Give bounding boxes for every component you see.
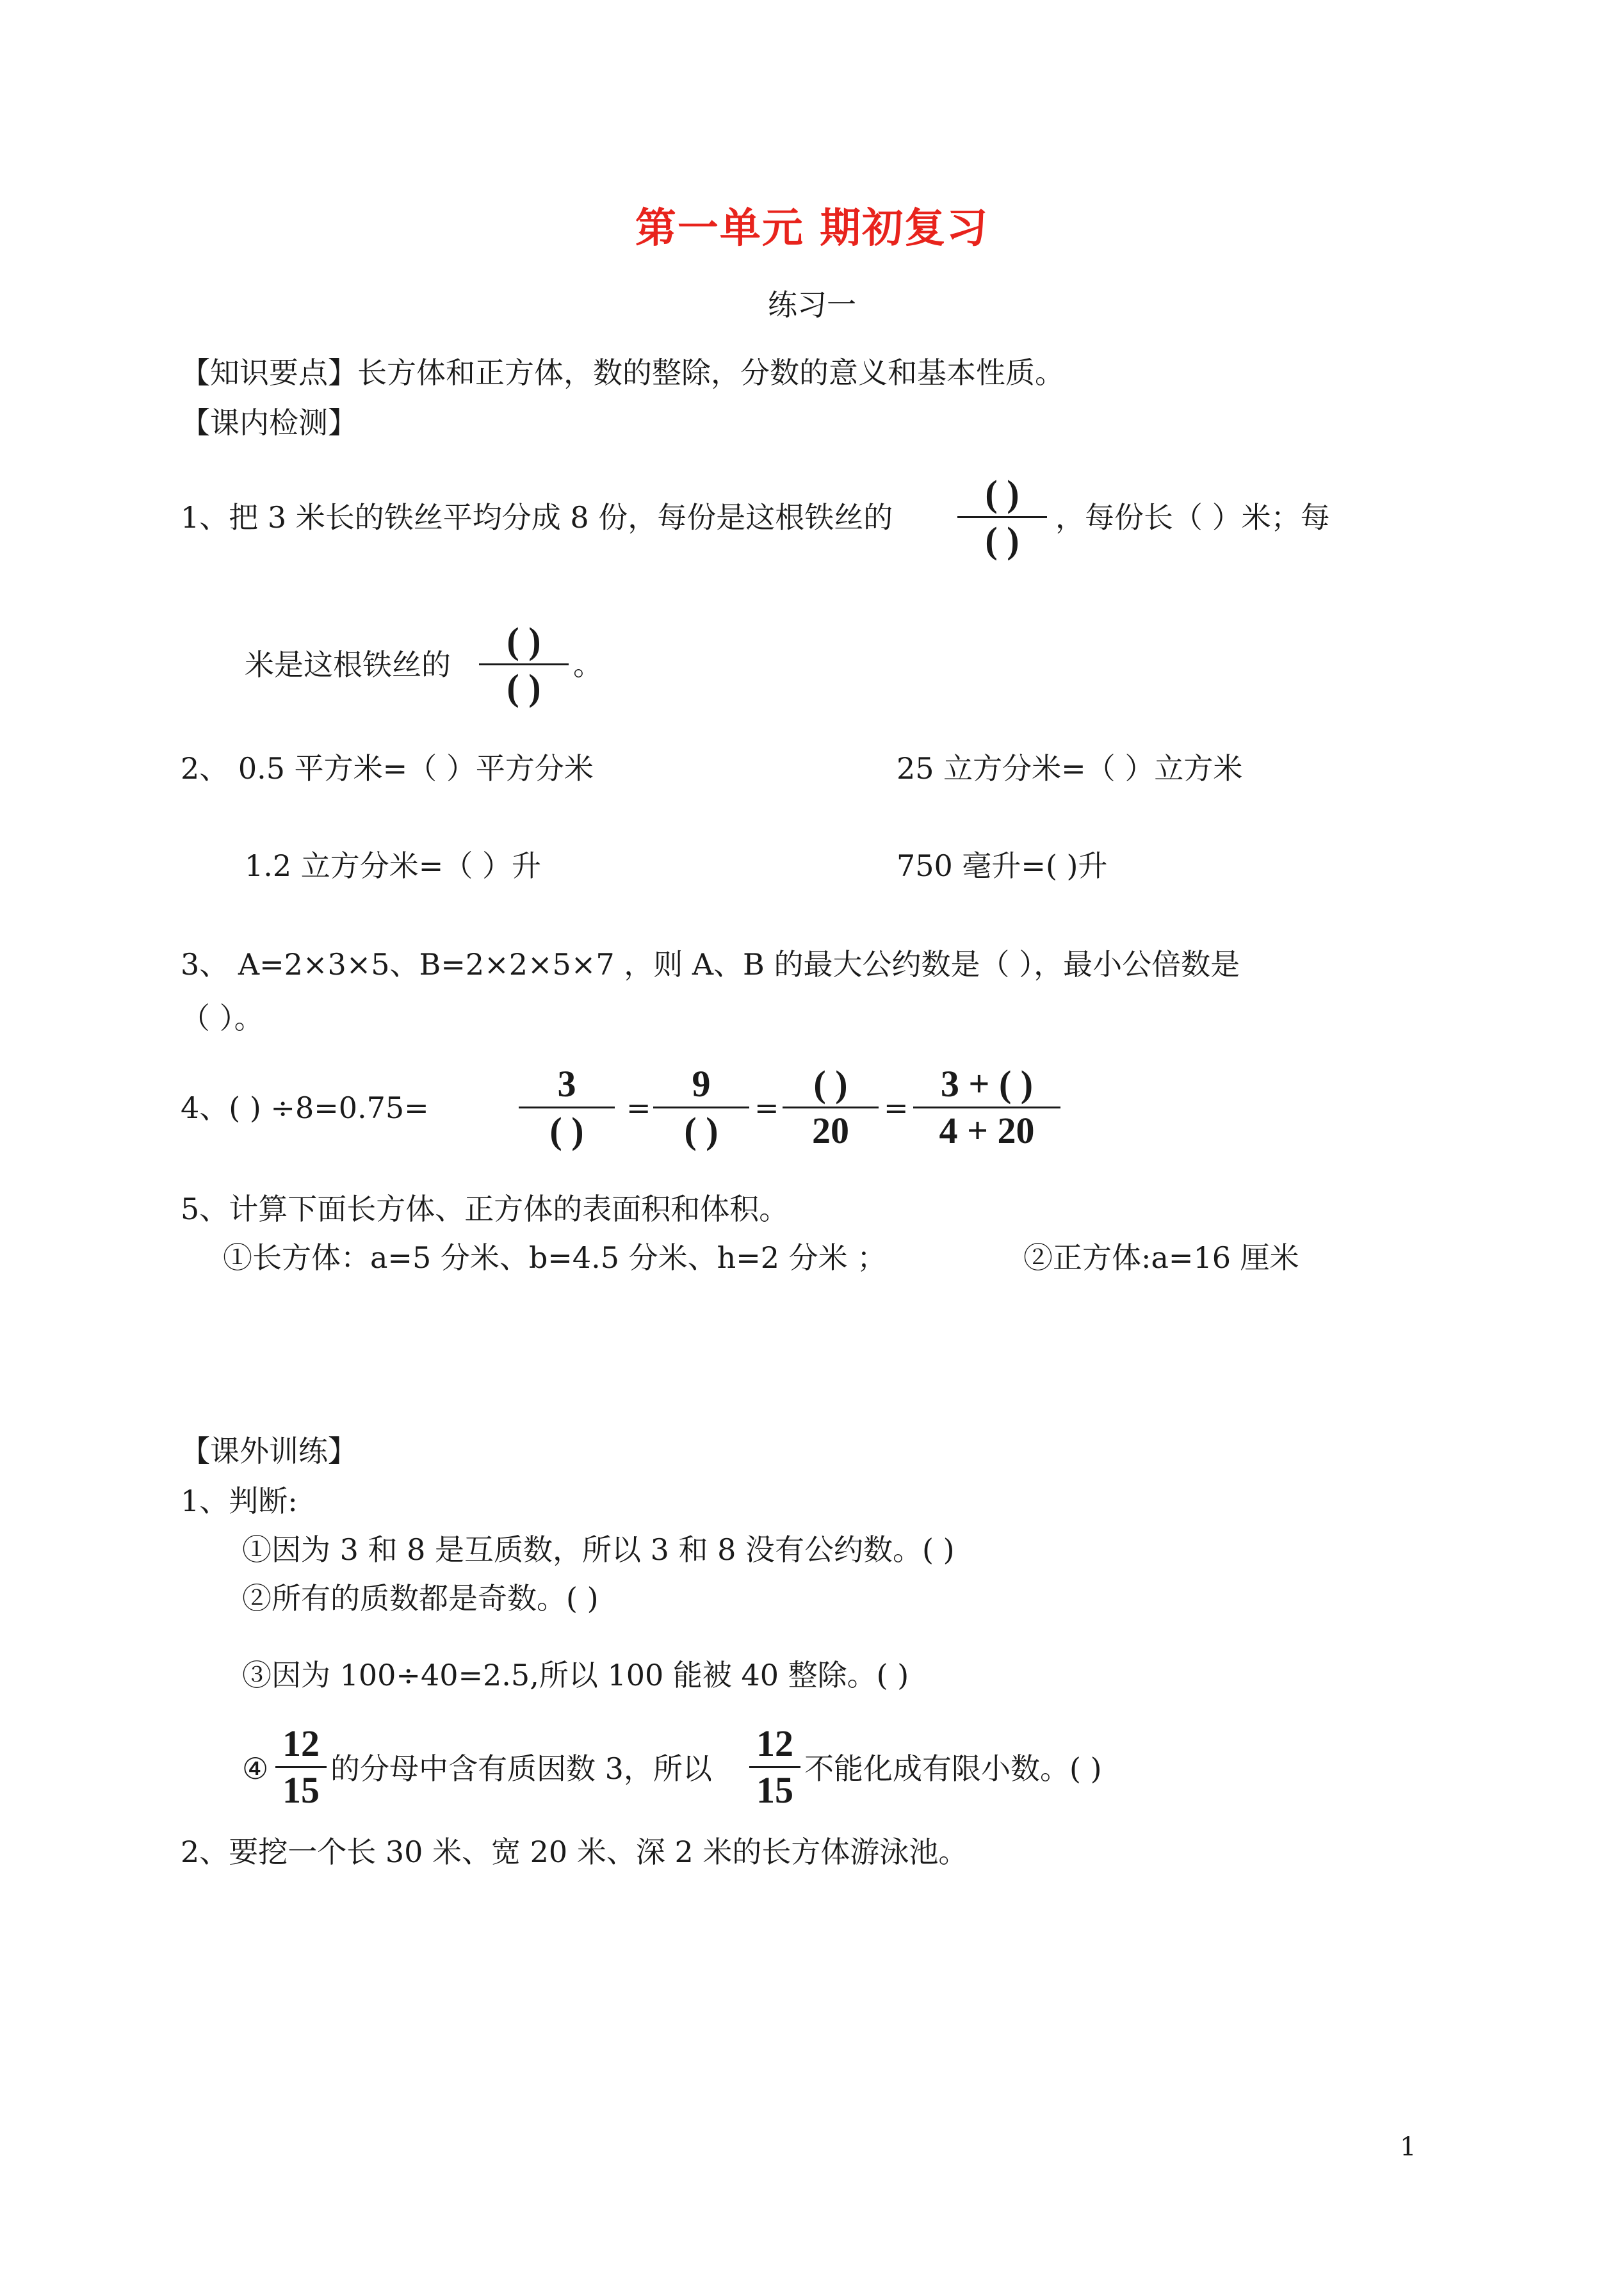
q1-text-b: ，每份长（ ）米；每 [1055,500,1330,535]
knowledge-points: 【知识要点】长方体和正方体，数的整除，分数的意义和基本性质。 [181,355,1064,390]
judge-item-4-marker: ④ [242,1751,269,1786]
q2-item-b: 25 立方分米=（ ）立方米 [897,751,1243,786]
q1-fraction-1-denominator: ( ) [985,519,1019,561]
q4-equals-3: = [884,1091,909,1125]
q1-text-c: 米是这根铁丝的 [245,647,451,682]
q1-fraction-1 [957,471,1047,563]
q1-text-d: 。 [573,647,603,682]
q4-fraction-3-numerator: ( ) [813,1063,848,1105]
q5-cuboid: ①长方体：a=5 分米、b=4.5 分米、h=2 分米 ； [223,1240,887,1275]
q-pool: 2、要挖一个长 30 米、宽 20 米、深 2 米的长方体游泳池。 [181,1835,968,1869]
judge-fraction-a-numerator: 12 [282,1723,320,1764]
q2-item-d: 750 毫升=( )升 [897,848,1108,883]
q5-prompt: 5、计算下面长方体、正方体的表面积和体积。 [181,1192,789,1226]
page-subtitle: 练习一 [768,288,856,322]
judge-fraction-a [275,1721,327,1813]
judge-item-3: ③因为 100÷40=2.5,所以 100 能被 40 整除。( ) [242,1658,909,1692]
q1-fraction-2-numerator: ( ) [507,620,541,661]
q4-fraction-3-denominator: 20 [812,1110,849,1151]
q4-equals-2: = [754,1091,779,1125]
judge-item-4-text-b: 不能化成有限小数。( ) [804,1751,1102,1786]
judge-item-4-text-a: 的分母中含有质因数 3，所以 [330,1751,712,1786]
judge-fraction-b-numerator: 12 [756,1723,793,1764]
judge-fraction-b-denominator: 15 [756,1769,793,1811]
q4-equals-1: = [626,1091,651,1125]
q4-fraction-1-numerator: 3 [557,1063,576,1105]
q4-fraction-2-denominator: ( ) [684,1110,719,1151]
q3-line-b: （ ）。 [181,1001,264,1035]
q4-fraction-4-numerator: 3 + ( ) [940,1063,1034,1105]
q4-fraction-2-numerator: 9 [692,1063,711,1105]
q4-fraction-1-denominator: ( ) [549,1110,584,1151]
q4-fraction-2 [653,1062,749,1153]
q2-item-a: 2、 0.5 平方米=（ ）平方分米 [181,751,594,786]
q3-line-a: 3、 A=2×3×5、B=2×2×5×7 ，则 A、B 的最大公约数是（ ），最小公倍数是 [181,947,1240,982]
q1-fraction-2 [479,619,569,710]
q4-fraction-4-denominator: 4 + 20 [939,1110,1035,1151]
q4-lead: 4、( ) ÷8=0.75= [181,1091,429,1125]
judge-heading: 1、判断: [181,1484,298,1518]
q2-item-c: 1.2 立方分米=（ ）升 [245,848,541,883]
q4-fraction-1 [519,1062,615,1153]
q1-text-a: 1、把 3 米长的铁丝平均分成 8 份，每份是这根铁丝的 [181,500,893,535]
q4-fraction-4 [913,1062,1060,1153]
q1-fraction-2-denominator: ( ) [507,667,541,708]
page-number: 1 [1400,2132,1417,2162]
judge-fraction-a-denominator: 15 [282,1769,320,1811]
judge-fraction-b [749,1721,800,1813]
q5-cube: ②正方体:a=16 厘米 [1023,1240,1299,1275]
section-heading-in-class: 【课内检测】 [181,405,357,440]
judge-item-2: ②所有的质数都是奇数。( ) [242,1581,599,1616]
judge-item-1: ①因为 3 和 8 是互质数，所以 3 和 8 没有公约数。( ) [242,1532,955,1567]
page-title: 第一单元 期初复习 [635,204,989,252]
section-heading-after-class: 【课外训练】 [181,1434,357,1468]
q4-fraction-3 [783,1062,879,1153]
q1-fraction-1-numerator: ( ) [985,473,1019,514]
